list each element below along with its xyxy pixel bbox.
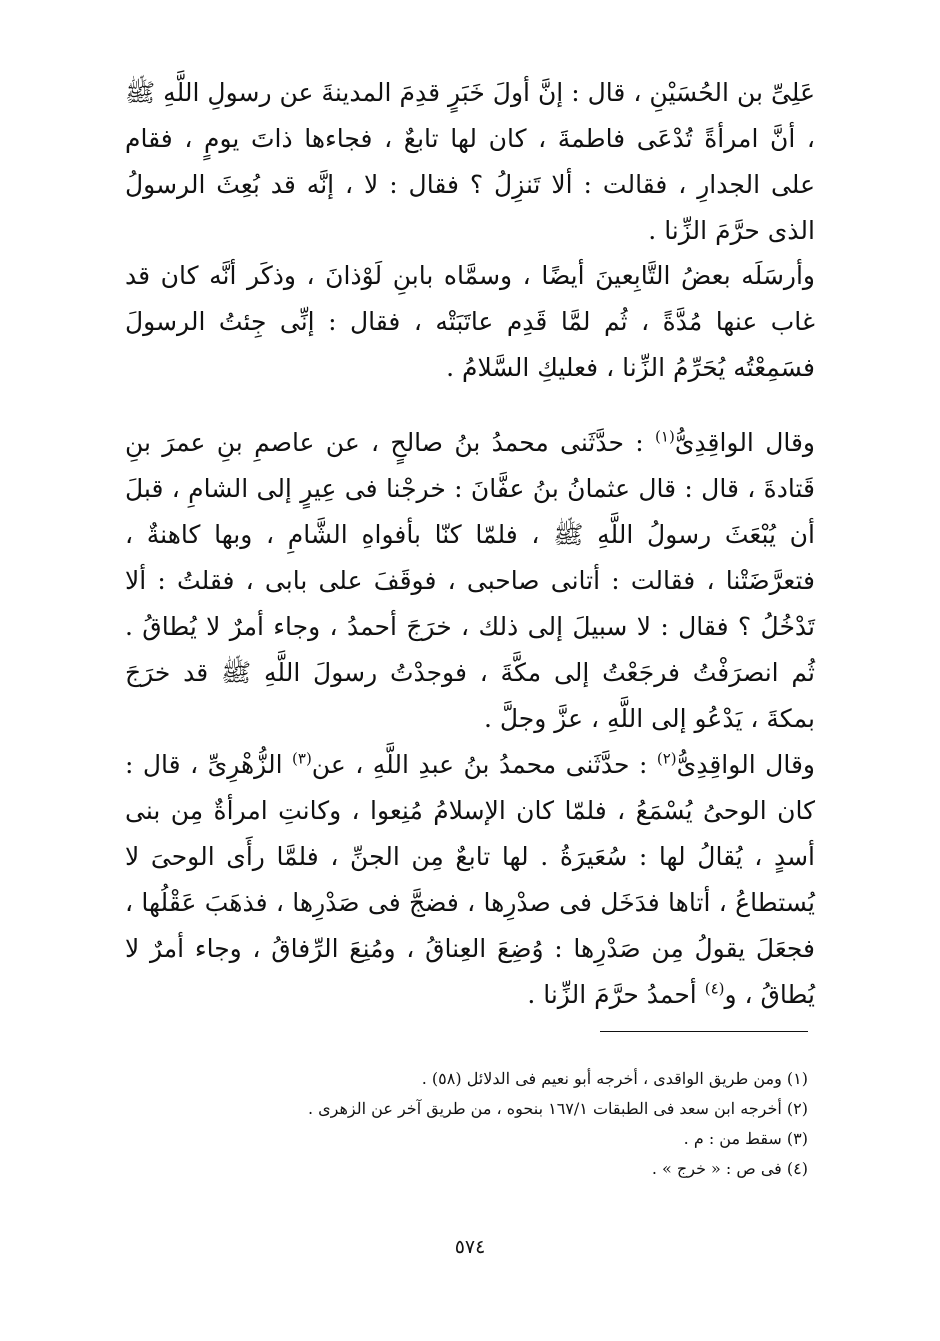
paragraph-4	[125, 742, 815, 1018]
paragraph-1	[125, 70, 815, 254]
paragraph-3-text	[125, 420, 815, 742]
paragraph-4-part-3: الزُّهْرِىِّ ، قال : كان الوحىُ يُسْمَعُ ، فلمّا كان الإسلامُ مُنِعوا ، وكانتِ امرأةٌ مِن بنى أسدٍ ، يُقالُ لها : سُعَيرَةُ . لها تابعٌ مِن الجنِّ ، فلمَّا رأَى الوحىَ لا يُستطاعُ ، أتاها فدَخَل فى صدْرِها ، فضجَّ فى صَدْرِها ، فذهَبَ عَقْلُها ، فجعَلَ يقولُ مِن صَدْرِها : وُضِعَ العِناقُ ، ومُنِعَ الرِّفاقُ ، وجاء أمرٌ لا يُطاقُ ، و	[125, 750, 815, 1009]
paragraph-1-text: عَلِىِّ بن الحُسَيْنِ ، قال : إنَّ أولَ خَبَرٍ قدِمَ المدينةَ عن رسولِ اللَّهِ ﷺ ، أنَّ امرأةً تُدْعَى فاطمةَ ، كان لها تابعٌ ، فجاءها ذاتَ يومٍ ، فقام على الجدارِ ، فقالت : ألا تَنزِلُ ؟ فقال : لا ، إنَّه قد بُعِثَ الرسولُ الذى حرَّمَ الزِّنا .	[125, 78, 815, 245]
footnote-1: (١) ومن طريق الواقدى ، أخرجه أبو نعيم فى الدلائل (٥٨) .	[421, 1069, 808, 1088]
paragraph-3-lead: وقال الواقِدِىُّ	[674, 428, 815, 457]
footnotes	[248, 1064, 808, 1184]
footnote-ref-3: (٣)	[292, 749, 312, 768]
footnote-divider	[600, 1031, 808, 1032]
paragraph-3-body: : حدَّثَنى محمدُ بنُ صالحٍ ، عن عاصمِ بنِ عمرَ بنِ قَتادةَ ، قال : قال عثمانُ بنُ عفَّانَ : خرجْنا فى عِيرٍ إلى الشامِ ، قبلَ أن يُبْعَثَ رسولُ اللَّهِ ﷺ ، فلمّا كنّا بأفواهِ الشَّامِ ، وبها كاهنةٌ ، فتعرَّضَتْنا ، فقالت : أتانى صاحبى ، فوقَفَ على بابى ، فقلتُ : ألا تَدْخُلُ ؟ فقال : لا سبيلَ إلى ذلك ، خرَجَ أحمدُ ، وجاء أمرٌ لا يُطاقُ . ثُم انصرَفْتُ فرجَعْتُ إلى مكَّةَ ، فوجدْتُ رسولَ اللَّهِ ﷺ قد خرَجَ بمكةَ ، يَدْعُو إلى اللَّهِ ، عزَّ وجلَّ .	[125, 428, 815, 733]
footnote-ref-2: (٢)	[656, 749, 677, 768]
footnote-ref-1: (١)	[655, 427, 675, 446]
paragraph-2	[125, 253, 815, 391]
paragraph-2-text: وأرسَلَه بعضُ التَّابِعينَ أيضًا ، وسمَّاه بابنِ لَوْذانَ ، وذكَر أنَّه كان قد غاب عنها مُدَّةً ، ثُم لمَّا قَدِم عاتَبَتْه ، فقال : إنِّى جِئتُ الرسولَ فسَمِعْتُه يُحَرِّمُ الزِّنا ، فعليكِ السَّلامُ .	[125, 261, 815, 382]
footnote-3: (٣) سقط من : م .	[683, 1129, 808, 1148]
footnote-2: (٢) أخرجه ابن سعد فى الطبقات ١٦٧/١ بنحوه ، من طريق آخر عن الزهرى .	[307, 1099, 808, 1118]
footnote-ref-4: (٤)	[704, 979, 725, 998]
paragraph-4-lead: وقال الواقِدِىُّ	[676, 750, 815, 779]
paragraph-4-part-4: أحمدُ حرَّمَ الزِّنا .	[527, 980, 705, 1009]
paragraph-4-part-2: : حدَّثَنى محمدُ بنُ عبدِ اللَّهِ ، عن	[311, 750, 657, 779]
page-number: ٥٧٤	[454, 1236, 486, 1258]
paragraph-3	[125, 420, 815, 742]
footnote-4: (٤) فى ص : « خرج » .	[651, 1159, 808, 1178]
paragraph-4-text	[125, 742, 815, 1018]
